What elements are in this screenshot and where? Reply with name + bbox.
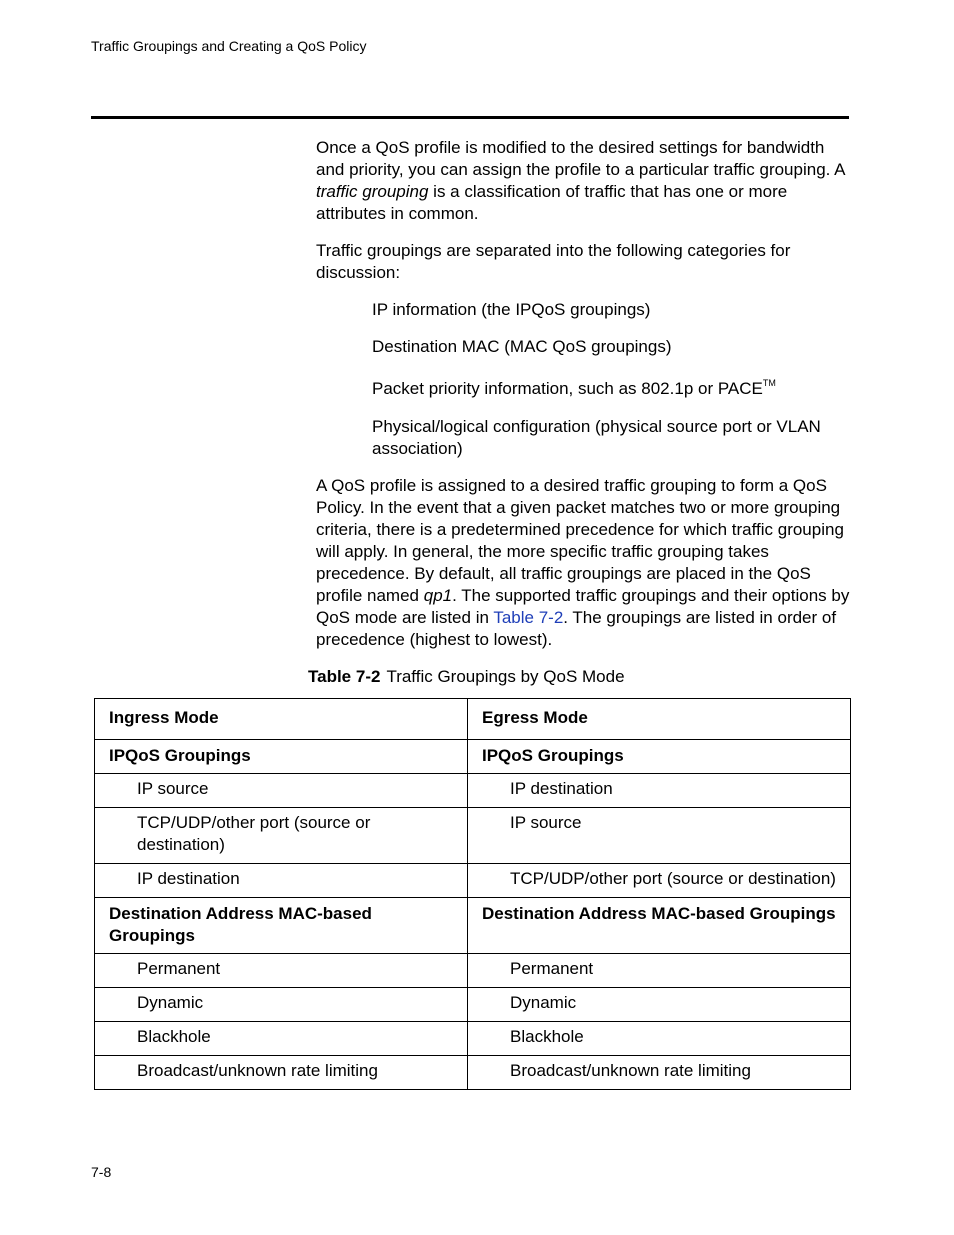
policy-text-c: . The groupings are listed in order of precedence (highest to lowest). [316, 608, 837, 649]
traffic-groupings-table [94, 698, 851, 1090]
ingress-cell: Blackhole [95, 1022, 468, 1056]
egress-cell: Permanent [468, 954, 851, 988]
table-row [95, 774, 851, 808]
list-item-ip-information: IP information (the IPQoS groupings) [372, 300, 651, 319]
table-row [95, 1022, 851, 1056]
ingress-cell: IP destination [95, 864, 468, 898]
group-row-ipqos [95, 740, 851, 774]
egress-cell: IP source [468, 808, 851, 864]
list-item-packet-priority [372, 378, 850, 400]
table-header-row [95, 699, 851, 740]
group-cell-ingress: IPQoS Groupings [95, 740, 468, 774]
table-caption-label: Table 7-2 [308, 667, 381, 686]
term-traffic-grouping: traffic grouping [316, 182, 429, 201]
group-cell-egress: IPQoS Groupings [468, 740, 851, 774]
egress-cell: Dynamic [468, 988, 851, 1022]
group-cell-ingress: Destination Address MAC-based Groupings [95, 898, 468, 954]
header-egress-mode: Egress Mode [468, 699, 851, 740]
profile-name-qp1: qp1 [423, 586, 453, 605]
ingress-cell: Dynamic [95, 988, 468, 1022]
egress-cell: TCP/UDP/other port (source or destination) [468, 864, 851, 898]
list-item-physical-logical: Physical/logical configuration (physical source port or VLAN association) [372, 417, 821, 458]
group-row-mac-based [95, 898, 851, 954]
egress-cell: IP destination [468, 774, 851, 808]
policy-text-b: . The supported traffic groupings and their options by QoS mode are listed in [316, 586, 850, 627]
ingress-cell: Permanent [95, 954, 468, 988]
table-caption-title: Traffic Groupings by QoS Mode [386, 667, 625, 686]
table-7-2-link[interactable]: Table 7-2 [493, 608, 564, 627]
ingress-cell: Broadcast/unknown rate limiting [95, 1056, 468, 1090]
policy-paragraph [316, 475, 851, 651]
table-row [95, 864, 851, 898]
intro-paragraph [316, 137, 851, 225]
table-caption [308, 666, 625, 688]
intro-text-a: Once a QoS profile is modified to the desired settings for bandwidth and priority, you can assign the profile to a particular traffic grouping. A [316, 138, 845, 179]
header-rule [91, 116, 849, 119]
page-number: 7-8 [91, 1164, 112, 1180]
trademark-mark: TM [762, 378, 776, 388]
list-item-packet-priority-text: Packet priority information, such as 802.1p or PACE [372, 379, 763, 398]
table-row [95, 808, 851, 864]
table-row [95, 1056, 851, 1090]
egress-cell: Blackhole [468, 1022, 851, 1056]
policy-text-a: A QoS profile is assigned to a desired traffic grouping to form a QoS Policy. In the event that a given packet matches two or more grouping criteria, there is a predetermined precedence for which traffic grouping will apply. In general, the more specific traffic grouping takes precedence. By default, all traffic groupings are placed in the QoS profile named [316, 476, 844, 605]
intro-text-b: is a classification of traffic that has one or more attributes in common. [316, 182, 788, 223]
table-row [95, 954, 851, 988]
categories-paragraph: Traffic groupings are separated into the following categories for discussion: [316, 241, 791, 282]
egress-cell: Broadcast/unknown rate limiting [468, 1056, 851, 1090]
ingress-cell: IP source [95, 774, 468, 808]
ingress-cell: TCP/UDP/other port (source or destination) [95, 808, 468, 864]
list-item-destination-mac: Destination MAC (MAC QoS groupings) [372, 337, 672, 356]
running-header: Traffic Groupings and Creating a QoS Policy [91, 38, 367, 54]
header-ingress-mode: Ingress Mode [95, 699, 468, 740]
group-cell-egress: Destination Address MAC-based Groupings [468, 898, 851, 954]
table-row [95, 988, 851, 1022]
